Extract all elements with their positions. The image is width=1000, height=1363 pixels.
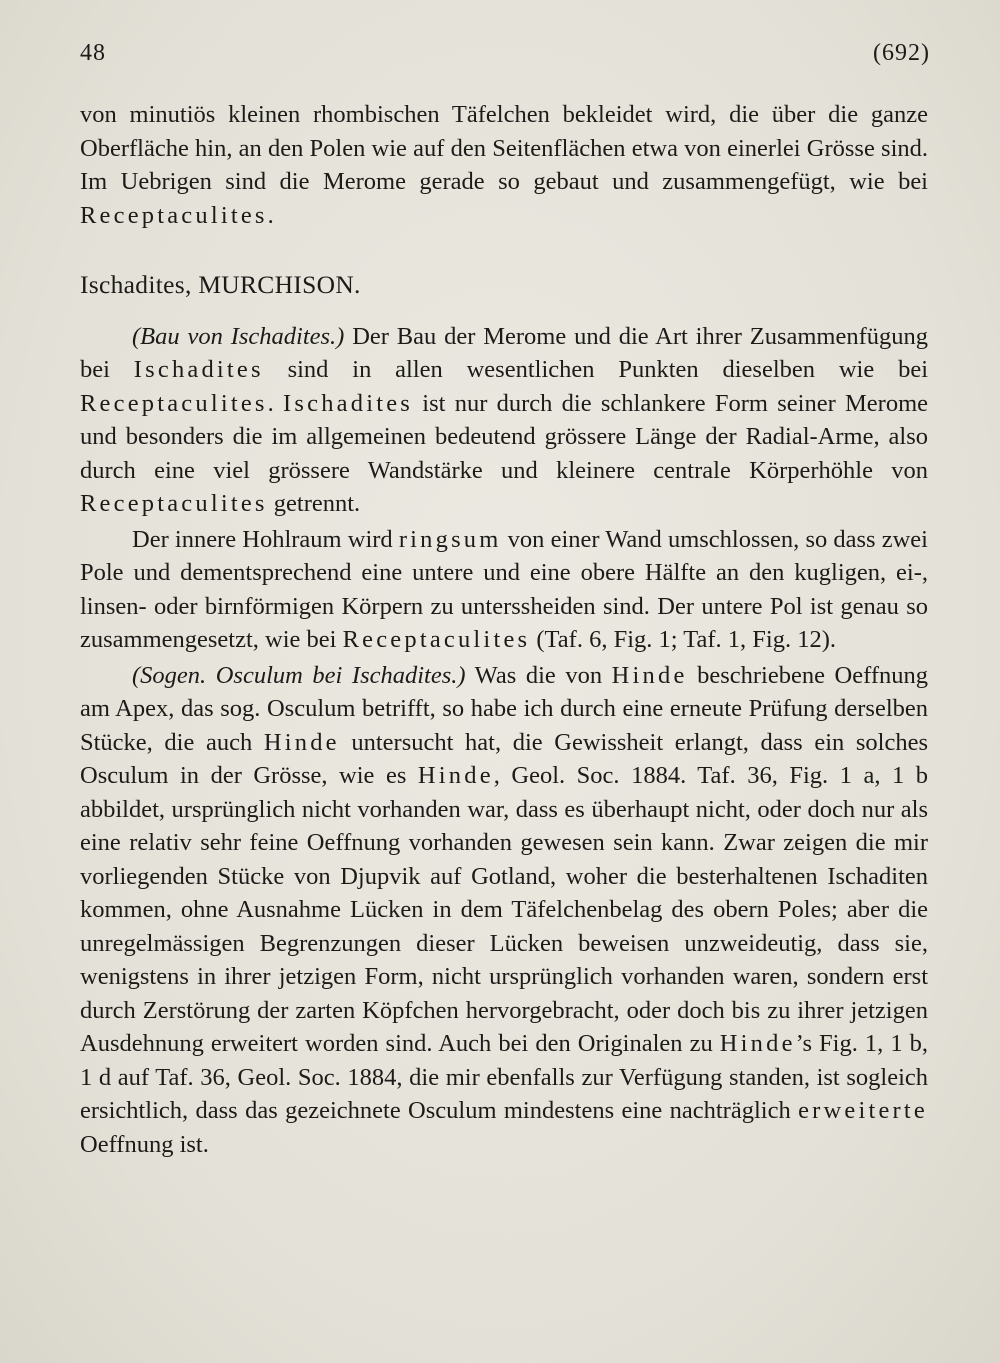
page-number: 48 bbox=[80, 40, 106, 66]
spaced-term: Hinde bbox=[417, 762, 494, 789]
paragraph-lead: (Bau von Ischadites.) bbox=[132, 322, 345, 350]
spaced-term: Hinde bbox=[719, 1030, 796, 1057]
text-run: sind in allen wesentlichen Punkten dieselben wie bei bbox=[263, 356, 928, 383]
text-run: (Taf. 6, Fig. 1; Taf. 1, Fig. 12). bbox=[530, 626, 837, 653]
text-run: untersucht hat, die Gewissheit erlangt, dass ein solches Osculum in der Grösse, wie es bbox=[80, 728, 929, 789]
page-reference: (692) bbox=[873, 40, 930, 66]
spaced-term: Hinde bbox=[611, 661, 688, 689]
text-run: getrennt. bbox=[267, 490, 361, 517]
paragraph-4 bbox=[80, 659, 928, 1162]
paragraph-2 bbox=[80, 320, 928, 521]
text-run: beschriebene Oeffnung am Apex, das sog. Osculum betrifft, so habe ich durch eine erneute Prüfung derselben Stücke, die auch bbox=[80, 661, 928, 756]
spaced-term: Receptaculites bbox=[80, 490, 268, 517]
paragraph-lead: (Sogen. Osculum bei Ischadites.) bbox=[132, 661, 466, 689]
text-run: Oeffnung ist. bbox=[80, 1130, 209, 1158]
paragraph-1 bbox=[80, 98, 928, 232]
spaced-term: Hinde bbox=[263, 728, 340, 756]
spaced-term: Ischadites bbox=[133, 356, 264, 383]
text-run: von einer Wand umschlossen, so dass zwei Pole und dementsprechend eine untere und eine obere Hälfte an den kugligen, ei-, linsen- oder birnförmigen Körpern zu unterssheiden sind. Der untere Pol ist genau so zusammengesetzt, wie bei bbox=[80, 525, 928, 653]
spaced-term: Receptaculites bbox=[80, 389, 268, 417]
spaced-term: Receptaculites bbox=[80, 201, 268, 229]
text-run: Was die von bbox=[465, 661, 612, 689]
text-run: Der innere Hohlraum wird bbox=[132, 525, 399, 553]
spaced-term: ringsum bbox=[398, 525, 502, 553]
page-header bbox=[80, 40, 930, 76]
spaced-term: erweiterte bbox=[798, 1097, 928, 1124]
paragraph-3 bbox=[80, 523, 928, 657]
text-run: Der Bau der Merome und die Art ihrer Zusammenfügung bei bbox=[80, 322, 929, 383]
section-heading: Ischadites, MURCHISON. bbox=[80, 270, 361, 299]
text-run: , Geol. Soc. 1884. Taf. 36, Fig. 1 a, 1 b abbildet, ursprünglich nicht vorhanden war, dass es überhaupt nicht, oder doch nur als eine relativ sehr feine Oeffnung vorhanden gewesen sein kann. Zwar zeigen die mir vorliegenden Stücke von Djupvik auf Gotland, woher die besterhaltenen Ischaditen kommen, ohne Ausnahme Lücken in dem Täfelchenbelag des obern Poles; aber die unregelmässigen Begrenzungen dieser Lücken beweisen unzweideutig, dass sie, wenigstens in ihrer jetzigen Form, nicht ursprünglich vorhanden waren, sondern erst durch Zerstörung der zarten Köpfchen hervorgebracht, oder doch bis zu ihrer jetzigen Ausdehnung erweitert worden sind. Auch bei den Originalen zu bbox=[80, 762, 928, 1057]
text-run: ist nur durch die schlankere Form seiner Merome und besonders die im allgemeinen bedeutend grössere Länge der Radial-Arme, also durch eine viel grössere Wandstärke und kleinere centrale Körperhöhle von bbox=[80, 389, 928, 484]
spaced-term: Ischadites bbox=[283, 389, 414, 417]
page-body bbox=[80, 98, 928, 1161]
text-run: von minutiös kleinen rhombischen Täfelchen bekleidet wird, die über die ganze Oberfläche hin, an den Polen wie auf den Seitenflächen etwa von einerlei Grösse sind. Im Uebrigen sind die Merome gerade so gebaut und zusammengefügt, wie bei bbox=[80, 101, 928, 195]
text-run: ’s Fig. 1, 1 b, 1 d auf Taf. 36, Geol. Soc. 1884, die mir ebenfalls zur Verfügung standen, ist sogleich ersichtlich, dass das gezeichnete Osculum mindestens eine nachträglich bbox=[80, 1030, 929, 1124]
text-run: . bbox=[267, 201, 274, 229]
spaced-term: Receptaculites bbox=[342, 626, 531, 653]
text-run: . bbox=[267, 389, 284, 417]
